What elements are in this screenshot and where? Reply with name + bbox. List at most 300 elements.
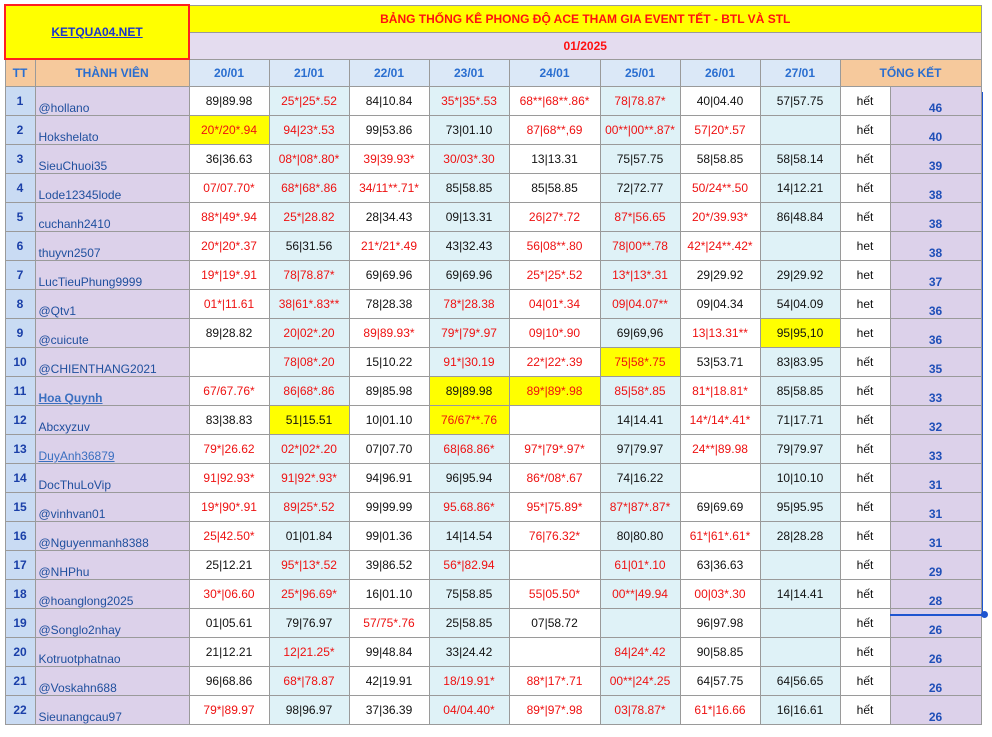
member-name[interactable]: LucTieuPhung9999 [35,261,189,290]
status-cell[interactable]: hết [840,522,890,551]
result-cell[interactable]: 71|17.71 [760,406,840,435]
row-number[interactable]: 15 [5,493,35,522]
result-cell[interactable] [760,551,840,580]
result-cell[interactable]: 50/24**.50 [680,174,760,203]
result-cell[interactable]: 67/67.76* [189,377,269,406]
result-cell[interactable]: 68*|68*.86 [269,174,349,203]
result-cell[interactable]: 13*|13*.31 [600,261,680,290]
result-cell[interactable]: 88*|49*.94 [189,203,269,232]
result-cell[interactable]: 89|89.98 [189,87,269,116]
result-cell[interactable] [509,551,600,580]
result-cell[interactable]: 25*|25*.52 [509,261,600,290]
selection-border [890,614,984,616]
status-cell[interactable]: het [840,232,890,261]
result-cell[interactable]: 02*|02*.20 [269,435,349,464]
result-cell[interactable]: 56|31.56 [269,232,349,261]
row-number[interactable]: 3 [5,145,35,174]
member-name[interactable]: @cuicute [35,319,189,348]
member-name[interactable]: Abcxyzuv [35,406,189,435]
result-cell[interactable]: 20|02*.20 [269,319,349,348]
row-number[interactable]: 19 [5,609,35,638]
result-cell[interactable]: 16|16.61 [760,696,840,725]
table-row [5,696,981,725]
result-cell[interactable]: 09|04.07** [600,290,680,319]
total-cell[interactable]: 31 [890,522,981,551]
result-cell[interactable]: 89|89.98 [429,377,509,406]
result-cell[interactable]: 33|24.42 [429,638,509,667]
member-name[interactable]: @hollano [35,87,189,116]
member-name[interactable]: @Songlo2nhay [35,609,189,638]
result-cell[interactable] [760,116,840,145]
total-cell[interactable]: 26 [890,609,981,638]
status-cell[interactable]: hết [840,464,890,493]
result-cell[interactable]: 61|01*.10 [600,551,680,580]
stats-table [4,4,982,725]
result-cell[interactable]: 61*|16.66 [680,696,760,725]
result-cell[interactable]: 10|10.10 [760,464,840,493]
row-number[interactable]: 6 [5,232,35,261]
total-cell[interactable]: 31 [890,493,981,522]
row-number[interactable]: 9 [5,319,35,348]
result-cell[interactable]: 54|04.09 [760,290,840,319]
result-cell[interactable]: 94|23*.53 [269,116,349,145]
member-name[interactable]: Hoa Quynh [35,377,189,406]
result-cell[interactable]: 85|58.85 [429,174,509,203]
status-cell[interactable]: hết [840,203,890,232]
result-cell[interactable]: 56*|82.94 [429,551,509,580]
col-header-date: 22/01 [349,59,429,87]
result-cell[interactable]: 12|21.25* [269,638,349,667]
result-cell[interactable]: 85|58.85 [760,377,840,406]
result-cell[interactable]: 91|92.93* [189,464,269,493]
status-cell[interactable]: hết [840,406,890,435]
result-cell[interactable]: 58|58.14 [760,145,840,174]
member-name[interactable]: @NHPhu [35,551,189,580]
result-cell[interactable]: 25|42.50* [189,522,269,551]
result-cell[interactable]: 78|08*.20 [269,348,349,377]
result-cell[interactable]: 42*|24**.42* [680,232,760,261]
result-cell[interactable]: 19*|19*.91 [189,261,269,290]
result-cell[interactable]: 25|58.85 [429,609,509,638]
row-number[interactable]: 7 [5,261,35,290]
result-cell[interactable]: 07|58.72 [509,609,600,638]
result-cell[interactable]: 09|13.31 [429,203,509,232]
row-number[interactable]: 4 [5,174,35,203]
col-header-date: 23/01 [429,59,509,87]
result-cell[interactable]: 83|38.83 [189,406,269,435]
result-cell[interactable]: 63|36.63 [680,551,760,580]
result-cell[interactable]: 76/67**.76 [429,406,509,435]
member-name[interactable]: thuyvn2507 [35,232,189,261]
total-cell[interactable]: 26 [890,667,981,696]
table-row [5,145,981,174]
result-cell[interactable]: 07|07.70 [349,435,429,464]
result-cell[interactable]: 58|58.85 [680,145,760,174]
member-name[interactable]: @vinhvan01 [35,493,189,522]
total-cell[interactable]: 32 [890,406,981,435]
result-cell[interactable]: 91*|30.19 [429,348,509,377]
result-cell[interactable]: 40|04.40 [680,87,760,116]
status-cell[interactable]: hết [840,580,890,609]
result-cell[interactable] [600,609,680,638]
status-cell[interactable]: hết [840,116,890,145]
total-cell[interactable]: 29 [890,551,981,580]
result-cell[interactable]: 03|78.87* [600,696,680,725]
result-cell[interactable]: 97|79.97 [600,435,680,464]
result-cell[interactable]: 85|58.85 [509,174,600,203]
table-row [5,319,981,348]
result-cell[interactable]: 79|79.97 [760,435,840,464]
total-cell[interactable]: 28 [890,580,981,609]
result-cell[interactable]: 81*|18.81* [680,377,760,406]
result-cell[interactable]: 38|61*.83** [269,290,349,319]
result-cell[interactable]: 08*|08*.80* [269,145,349,174]
result-cell[interactable]: 00|03*.30 [680,580,760,609]
result-cell[interactable]: 19*|90*.91 [189,493,269,522]
table-row [5,609,981,638]
result-cell[interactable]: 00**|49.94 [600,580,680,609]
total-cell[interactable]: 26 [890,638,981,667]
result-cell[interactable]: 86*/08*.67 [509,464,600,493]
result-cell[interactable]: 61*|61*.61* [680,522,760,551]
result-cell[interactable] [509,406,600,435]
result-cell[interactable]: 68*|78.87 [269,667,349,696]
result-cell[interactable]: 01|05.61 [189,609,269,638]
result-cell[interactable]: 99|53.86 [349,116,429,145]
col-header-member: THÀNH VIÊN [35,59,189,87]
result-cell[interactable]: 85|58*.85 [600,377,680,406]
result-cell[interactable]: 39|39.93* [349,145,429,174]
result-cell[interactable]: 14|12.21 [760,174,840,203]
result-cell[interactable]: 13|13.31 [509,145,600,174]
row-number[interactable]: 13 [5,435,35,464]
result-cell[interactable]: 78*|28.38 [429,290,509,319]
fill-handle[interactable] [981,611,988,618]
result-cell[interactable]: 37|36.39 [349,696,429,725]
result-cell[interactable]: 86|48.84 [760,203,840,232]
table-row [5,522,981,551]
result-cell[interactable]: 01|01.84 [269,522,349,551]
status-cell[interactable]: hết [840,551,890,580]
status-cell[interactable]: hết [840,493,890,522]
total-cell[interactable]: 31 [890,464,981,493]
result-cell[interactable]: 83|83.95 [760,348,840,377]
total-cell[interactable]: 36 [890,319,981,348]
result-cell[interactable]: 73|01.10 [429,116,509,145]
status-cell[interactable]: hết [840,145,890,174]
table-row [5,464,981,493]
result-cell[interactable]: 25*|96.69* [269,580,349,609]
total-cell[interactable]: 33 [890,377,981,406]
table-row [5,348,981,377]
result-cell[interactable]: 89|85.98 [349,377,429,406]
total-cell[interactable]: 38 [890,203,981,232]
result-cell[interactable]: 78|78.87* [600,87,680,116]
result-cell[interactable]: 99|01.36 [349,522,429,551]
member-name[interactable]: Hokshelato [35,116,189,145]
table-row [5,232,981,261]
member-name[interactable]: SieuChuoi35 [35,145,189,174]
result-cell[interactable]: 75|58.85 [429,580,509,609]
result-cell[interactable]: 79|76.97 [269,609,349,638]
col-header-total: TỔNG KẾT [840,59,981,87]
result-cell[interactable]: 89|28.82 [189,319,269,348]
result-cell[interactable]: 95|95,10 [760,319,840,348]
result-cell[interactable]: 30/03*.30 [429,145,509,174]
table-row [5,406,981,435]
result-cell[interactable]: 80|80.80 [600,522,680,551]
status-cell[interactable]: hết [840,377,890,406]
result-cell[interactable]: 35*|35*.53 [429,87,509,116]
result-cell[interactable]: 20*/39.93* [680,203,760,232]
page-title: BẢNG THỐNG KÊ PHONG ĐỘ ACE THAM GIA EVENT TẾT - BTL VÀ STL [189,5,981,32]
result-cell[interactable]: 75|58*.75 [600,348,680,377]
total-cell[interactable]: 37 [890,261,981,290]
result-cell[interactable]: 43|32.43 [429,232,509,261]
result-cell[interactable]: 28|34.43 [349,203,429,232]
result-cell[interactable]: 00**|00**.87* [600,116,680,145]
result-cell[interactable]: 94|96.91 [349,464,429,493]
result-cell[interactable]: 01*|11.61 [189,290,269,319]
result-cell[interactable]: 25*|25*.52 [269,87,349,116]
result-cell[interactable]: 76|76.32* [509,522,600,551]
total-cell[interactable]: 39 [890,145,981,174]
result-cell[interactable]: 79*|79*.97 [429,319,509,348]
row-number[interactable]: 20 [5,638,35,667]
result-cell[interactable]: 84|24*.42 [600,638,680,667]
col-header-date: 20/01 [189,59,269,87]
result-cell[interactable]: 87*|56.65 [600,203,680,232]
table-row [5,493,981,522]
row-number[interactable]: 5 [5,203,35,232]
result-cell[interactable]: 89|89.93* [349,319,429,348]
result-cell[interactable]: 69|69,96 [600,319,680,348]
result-cell[interactable]: 04|01*.34 [509,290,600,319]
result-cell[interactable]: 21*/21*.49 [349,232,429,261]
total-cell[interactable]: 38 [890,232,981,261]
result-cell[interactable]: 24**|89.98 [680,435,760,464]
result-cell[interactable]: 16|01.10 [349,580,429,609]
result-cell[interactable]: 96|97.98 [680,609,760,638]
result-cell[interactable]: 87*|87*.87* [600,493,680,522]
result-cell[interactable]: 99|99.99 [349,493,429,522]
result-cell[interactable]: 09|10*.90 [509,319,600,348]
result-cell[interactable]: 09|04.34 [680,290,760,319]
result-cell[interactable] [760,609,840,638]
result-cell[interactable]: 69|69.96 [429,261,509,290]
result-cell[interactable]: 13|13.31** [680,319,760,348]
total-cell[interactable]: 46 [890,87,981,116]
result-cell[interactable]: 28|28.28 [760,522,840,551]
result-cell[interactable]: 07/07.70* [189,174,269,203]
table-row [5,203,981,232]
result-cell[interactable]: 78|28.38 [349,290,429,319]
result-cell[interactable] [680,464,760,493]
table-row [5,261,981,290]
result-cell[interactable]: 69|69.69 [680,493,760,522]
selection-border [982,92,983,615]
result-cell[interactable]: 87|68**,69 [509,116,600,145]
result-cell[interactable]: 29|29.92 [680,261,760,290]
result-cell[interactable]: 79*|89.97 [189,696,269,725]
result-cell[interactable]: 04/04.40* [429,696,509,725]
result-cell[interactable]: 96|95.94 [429,464,509,493]
status-cell[interactable]: hết [840,696,890,725]
result-cell[interactable]: 99|48.84 [349,638,429,667]
row-number[interactable]: 10 [5,348,35,377]
member-name[interactable]: @Nguyenmanh8388 [35,522,189,551]
result-cell[interactable]: 78|78.87* [269,261,349,290]
member-name[interactable]: cuchanh2410 [35,203,189,232]
site-logo[interactable]: KETQUA04.NET [5,5,189,59]
col-header-date: 25/01 [600,59,680,87]
table-row [5,551,981,580]
result-cell[interactable]: 10|01.10 [349,406,429,435]
member-name[interactable]: @hoanglong2025 [35,580,189,609]
result-cell[interactable]: 97*|79*.97* [509,435,600,464]
result-cell[interactable] [760,232,840,261]
row-number[interactable]: 11 [5,377,35,406]
result-cell[interactable]: 91|92*.93* [269,464,349,493]
member-name[interactable]: DocThuLoVip [35,464,189,493]
table-row [5,290,981,319]
result-cell[interactable]: 18/19.91* [429,667,509,696]
row-number[interactable]: 14 [5,464,35,493]
result-cell[interactable]: 20*|20*.37 [189,232,269,261]
result-cell[interactable]: 90|58.85 [680,638,760,667]
result-cell[interactable]: 29|29.92 [760,261,840,290]
status-cell[interactable]: hết [840,435,890,464]
result-cell[interactable] [509,638,600,667]
row-number[interactable]: 18 [5,580,35,609]
member-name[interactable]: DuyAnh36879 [35,435,189,464]
total-cell[interactable]: 36 [890,290,981,319]
row-number[interactable]: 16 [5,522,35,551]
status-cell[interactable]: hết [840,638,890,667]
result-cell[interactable]: 78|00**.78 [600,232,680,261]
result-cell[interactable]: 57|57.75 [760,87,840,116]
result-cell[interactable]: 84|10.84 [349,87,429,116]
result-cell[interactable]: 26|27*.72 [509,203,600,232]
result-cell[interactable]: 14|14.54 [429,522,509,551]
result-cell[interactable]: 51|15.51 [269,406,349,435]
table-row [5,435,981,464]
result-cell[interactable]: 89|25*.52 [269,493,349,522]
result-cell[interactable]: 53|53.71 [680,348,760,377]
result-cell[interactable]: 20*/20*.94 [189,116,269,145]
result-cell[interactable]: 34/11**.71* [349,174,429,203]
result-cell[interactable]: 25*|28.82 [269,203,349,232]
member-name[interactable]: Lode12345lode [35,174,189,203]
month-label: 01/2025 [189,32,981,59]
member-name[interactable]: @CHIENTHANG2021 [35,348,189,377]
result-cell[interactable]: 25|12.21 [189,551,269,580]
result-cell[interactable]: 14|14.41 [600,406,680,435]
row-number[interactable]: 8 [5,290,35,319]
result-cell[interactable]: 68|68.86* [429,435,509,464]
total-cell[interactable]: 35 [890,348,981,377]
member-name[interactable]: @Qtv1 [35,290,189,319]
result-cell[interactable]: 55|05.50* [509,580,600,609]
result-cell[interactable]: 14*/14*.41* [680,406,760,435]
result-cell[interactable]: 21|12.21 [189,638,269,667]
result-cell[interactable]: 36|36.63 [189,145,269,174]
status-cell[interactable]: hết [840,174,890,203]
status-cell[interactable]: hết [840,348,890,377]
result-cell[interactable]: 95*|13*.52 [269,551,349,580]
result-cell[interactable]: 98|96.97 [269,696,349,725]
col-header-tt: TT [5,59,35,87]
result-cell[interactable]: 88*|17*.71 [509,667,600,696]
result-cell[interactable]: 89*|89*.98 [509,377,600,406]
col-header-date: 26/01 [680,59,760,87]
result-cell[interactable]: 96|68.86 [189,667,269,696]
result-cell[interactable]: 86|68*.86 [269,377,349,406]
result-cell[interactable]: 30*|06.60 [189,580,269,609]
result-cell[interactable]: 79*|26.62 [189,435,269,464]
result-cell[interactable]: 57/75*.76 [349,609,429,638]
row-number[interactable]: 21 [5,667,35,696]
row-number[interactable]: 1 [5,87,35,116]
result-cell[interactable]: 95.68.86* [429,493,509,522]
result-cell[interactable]: 39|86.52 [349,551,429,580]
row-number[interactable]: 22 [5,696,35,725]
total-cell[interactable]: 33 [890,435,981,464]
result-cell[interactable]: 68**|68**.86* [509,87,600,116]
col-header-date: 24/01 [509,59,600,87]
result-cell[interactable]: 64|57.75 [680,667,760,696]
result-cell[interactable]: 72|72.77 [600,174,680,203]
total-cell[interactable]: 40 [890,116,981,145]
row-number[interactable]: 2 [5,116,35,145]
total-cell[interactable]: 38 [890,174,981,203]
table-row [5,174,981,203]
table-row [5,377,981,406]
row-number[interactable]: 17 [5,551,35,580]
table-row [5,667,981,696]
total-cell[interactable]: 26 [890,696,981,725]
table-row [5,87,981,116]
result-cell[interactable]: 57|20*.57 [680,116,760,145]
result-cell[interactable]: 69|69.96 [349,261,429,290]
status-cell[interactable]: hết [840,87,890,116]
status-cell[interactable]: het [840,261,890,290]
result-cell[interactable] [760,638,840,667]
result-cell[interactable]: 75|57.75 [600,145,680,174]
result-cell[interactable] [189,348,269,377]
status-cell[interactable]: het [840,319,890,348]
result-cell[interactable]: 95*|75.89* [509,493,600,522]
result-cell[interactable]: 64|56.65 [760,667,840,696]
result-cell[interactable]: 42|19.91 [349,667,429,696]
result-cell[interactable]: 56|08**.80 [509,232,600,261]
status-cell[interactable]: hết [840,609,890,638]
member-name[interactable]: @Voskahn688 [35,667,189,696]
result-cell[interactable]: 15|10.22 [349,348,429,377]
result-cell[interactable]: 89*|97*.98 [509,696,600,725]
result-cell[interactable]: 95|95.95 [760,493,840,522]
member-name[interactable]: Kotruotphatnao [35,638,189,667]
status-cell[interactable]: hết [840,667,890,696]
row-number[interactable]: 12 [5,406,35,435]
result-cell[interactable]: 00**|24*.25 [600,667,680,696]
result-cell[interactable]: 74|16.22 [600,464,680,493]
member-name[interactable]: Sieunangcau97 [35,696,189,725]
result-cell[interactable]: 14|14.41 [760,580,840,609]
result-cell[interactable]: 22*|22*.39 [509,348,600,377]
status-cell[interactable]: het [840,290,890,319]
table-row [5,638,981,667]
